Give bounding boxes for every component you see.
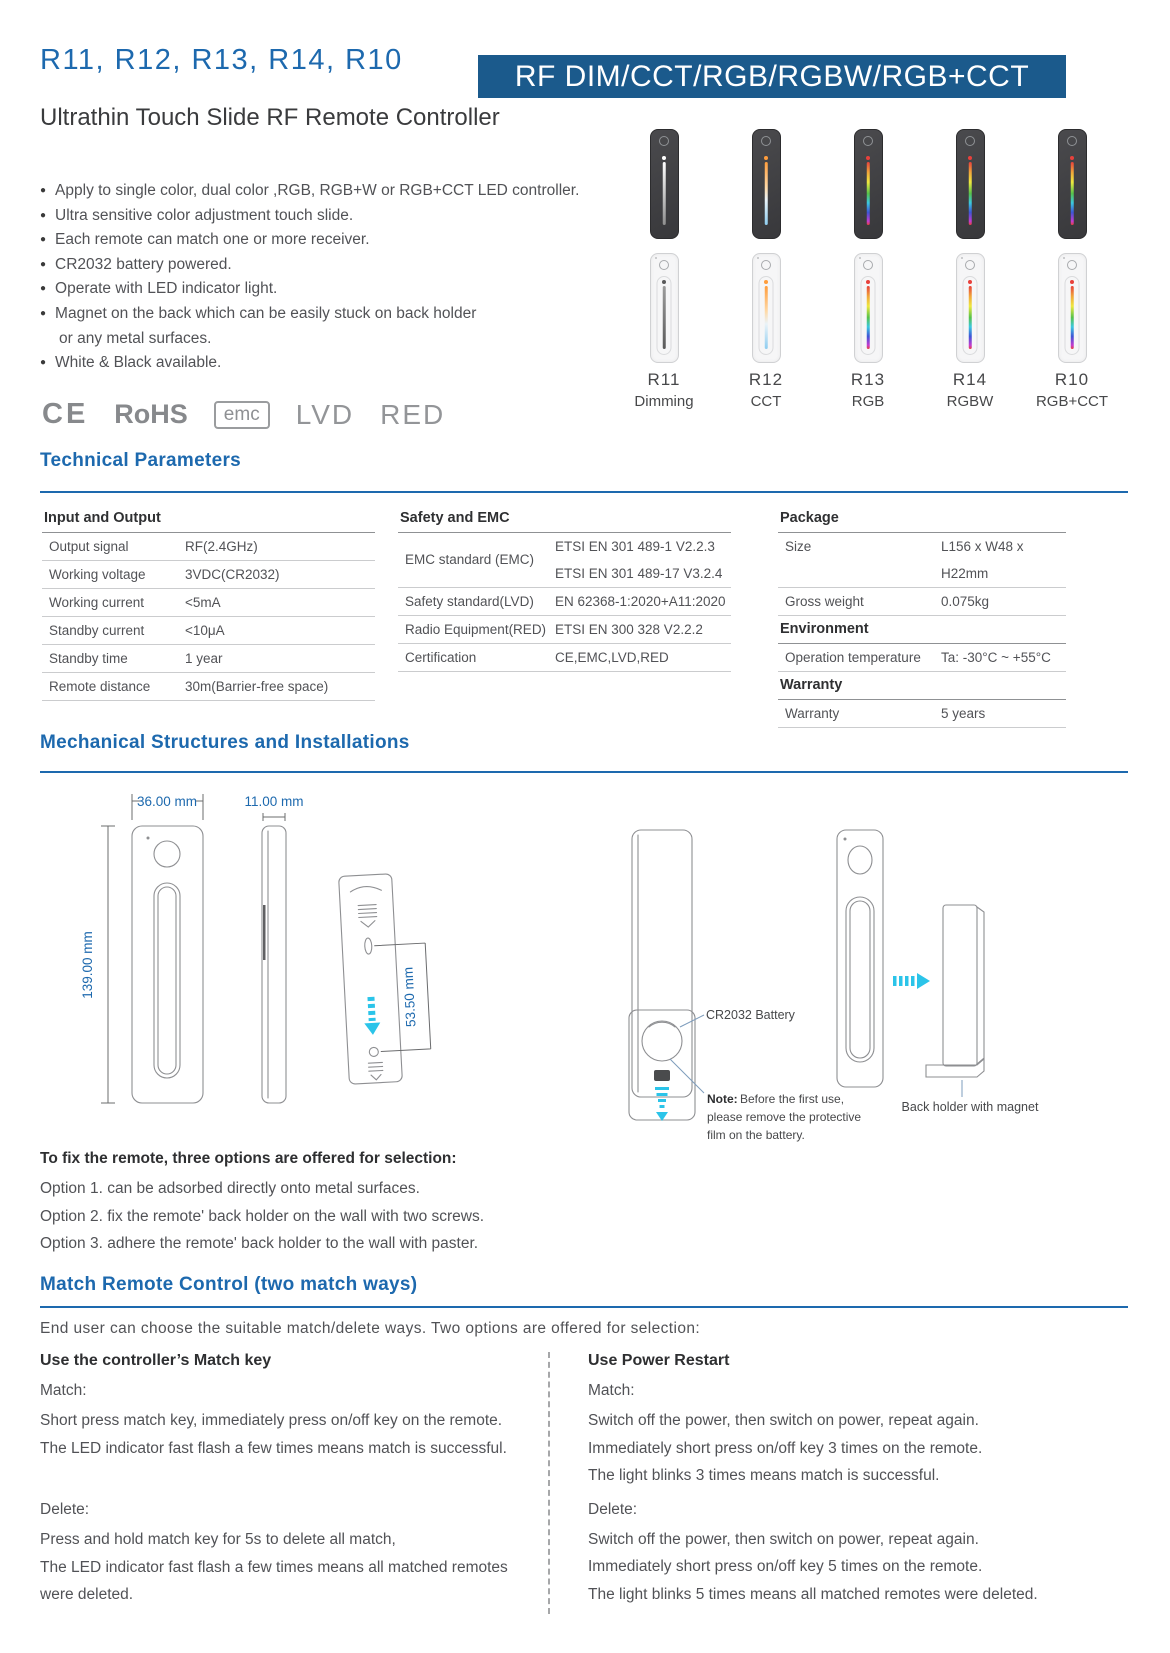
match-step: Switch off the power, then switch on power, repeat again. [588, 1412, 979, 1429]
remote-black-r10 [1058, 129, 1087, 239]
param-label: Gross weight [785, 594, 864, 609]
param-label: Operation temperature [785, 650, 921, 665]
param-value: EN 62368-1:2020+A11:2020 [555, 594, 726, 609]
slider-dot [1070, 280, 1074, 284]
param-value: Ta: -30°C ~ +55°C [941, 650, 1051, 665]
param-value-line: ETSI EN 301 489-17 V3.2.4 [555, 566, 723, 581]
feature-item [40, 253, 579, 278]
dim-height-label: 139.00 mm [80, 931, 95, 999]
fixing-option: Option 2. fix the remote' back holder on the wall with two screws. [40, 1207, 485, 1225]
section-heading-technical: Technical Parameters [40, 450, 242, 471]
slider-dot [866, 280, 870, 284]
led-indicator [859, 257, 861, 259]
touch-slider [663, 162, 666, 225]
bullet-icon: ● [40, 283, 47, 295]
delete-step: The LED indicator fast flash a few times means all matched remotes [40, 1558, 508, 1576]
led-indicator [655, 257, 657, 259]
slider-dot [764, 280, 768, 284]
feature-item [40, 277, 579, 302]
touch-slider [663, 286, 666, 349]
product-model-label: R10 [1054, 370, 1090, 389]
bullet-icon: ● [40, 209, 47, 221]
power-button-icon [659, 260, 669, 270]
param-label: EMC standard (EMC) [405, 552, 535, 567]
table-row [42, 617, 375, 645]
table-title: Package [778, 505, 1066, 533]
feature-text: or any metal surfaces. [59, 329, 212, 347]
table-row [42, 589, 375, 617]
param-value: 30m(Barrier-free space) [185, 679, 329, 694]
power-button-icon [761, 260, 771, 270]
section-heading-mechanical: Mechanical Structures and Installations [40, 732, 410, 753]
product-type-label: CCT [750, 393, 782, 410]
lvd-mark-icon: LVD [295, 398, 355, 430]
delete-step: were deleted. [40, 1586, 134, 1603]
product-type-label: RGB [851, 393, 885, 410]
table-row [42, 533, 375, 561]
param-value: ETSI EN 300 328 V2.2.2 [555, 622, 703, 637]
product-model-label: R14 [952, 370, 988, 389]
page-title: Ultrathin Touch Slide RF Remote Controller [40, 104, 500, 131]
column-divider [548, 1352, 550, 1614]
delete-step: Immediately short press on/off key 5 times on the remote. [588, 1558, 983, 1575]
param-label: Safety standard(LVD) [405, 594, 534, 609]
power-button-icon [761, 136, 771, 146]
match-step: Short press match key, immediately press on/off key on the remote. [40, 1412, 503, 1429]
touch-slider [867, 162, 870, 225]
touch-slider [1071, 286, 1074, 349]
slider-dot [662, 280, 666, 284]
table-row [42, 673, 375, 701]
note-line: please remove the protective [707, 1110, 862, 1124]
power-button-icon [659, 136, 669, 146]
product-gallery [613, 129, 1123, 410]
rohs-mark-icon: RoHS [114, 399, 188, 429]
product-column-r14 [919, 129, 1021, 410]
feature-item [40, 204, 579, 229]
feature-item [40, 302, 579, 327]
param-label: Standby time [49, 651, 128, 666]
match-method-power-restart [588, 1352, 1133, 1608]
product-column-r11 [613, 129, 715, 410]
remote-white-r12 [752, 253, 781, 363]
table-input-output [42, 505, 375, 701]
product-type-label: RGBW [946, 393, 994, 410]
product-type-label: RGB+CCT [1035, 393, 1109, 410]
param-value: 1 year [185, 651, 223, 666]
feature-text: Each remote can match one or more receiver. [55, 231, 370, 249]
note-line: Before the first use, [740, 1092, 845, 1106]
delete-label: Delete: [40, 1501, 90, 1518]
param-value: 0.075kg [941, 594, 990, 609]
feature-text: White & Black available. [55, 354, 222, 372]
table-row [398, 644, 731, 672]
slider-dot [968, 156, 972, 160]
note-title: Note: [707, 1092, 738, 1106]
touch-slider [867, 286, 870, 349]
product-model-label: R13 [850, 370, 886, 389]
param-label: Working current [49, 595, 145, 610]
remote-white-r13 [854, 253, 883, 363]
param-value: L156 x W48 x H22mm [941, 539, 1024, 581]
slider-dot [866, 156, 870, 160]
table-row [398, 588, 731, 616]
param-label: Remote distance [49, 679, 151, 694]
delete-step: The light blinks 5 times means all matched remotes were deleted. [588, 1585, 1038, 1603]
ce-mark-icon: CE [42, 398, 89, 430]
model-list-heading: R11, R12, R13, R14, R10 [40, 44, 403, 76]
feature-item [40, 351, 579, 376]
certification-row [42, 398, 445, 431]
remote-black-r11 [650, 129, 679, 239]
delete-label: Delete: [588, 1500, 638, 1518]
table-row [778, 644, 1066, 672]
param-value: <5mA [185, 595, 221, 610]
led-indicator [757, 257, 759, 259]
table-row [42, 561, 375, 589]
remote-white-r14 [956, 253, 985, 363]
red-mark-icon: RED [380, 398, 446, 430]
table-row [778, 533, 1066, 588]
product-model-label: R11 [647, 370, 681, 389]
holder-attach-drawing [837, 830, 1039, 1114]
touch-slider [969, 162, 972, 225]
slider-dot [968, 280, 972, 284]
power-button-icon [965, 136, 975, 146]
remote-black-r13 [854, 129, 883, 239]
match-step: The light blinks 3 times means match is successful. [588, 1467, 940, 1484]
section-rule [40, 1306, 1128, 1308]
match-label: Match: [40, 1382, 87, 1399]
product-type-label: Dimming [634, 393, 694, 410]
power-button-icon [965, 260, 975, 270]
param-label: Warranty [785, 706, 840, 721]
remote-white-r11 [650, 253, 679, 363]
param-label: Radio Equipment(RED) [405, 622, 547, 637]
match-intro: End user can choose the suitable match/delete ways. Two options are offered for selection: [40, 1320, 701, 1337]
fixing-options-block [40, 1150, 484, 1258]
section-heading-match: Match Remote Control (two match ways) [40, 1274, 418, 1295]
touch-slider [1071, 162, 1074, 225]
power-button-icon [1067, 136, 1077, 146]
product-category-banner: RF DIM/CCT/RGB/RGBW/RGB+CCT [478, 55, 1066, 98]
battery-view-drawing [629, 830, 861, 1142]
mechanical-diagram [40, 775, 1130, 1155]
param-value: <10μA [185, 623, 225, 638]
method-title: Use the controller’s Match key [40, 1352, 272, 1369]
table-title: Environment [778, 616, 1066, 644]
table-title: Input and Output [42, 505, 375, 533]
dim-width-label: 36.00 mm [136, 794, 198, 809]
feature-text: Apply to single color, dual color ,RGB, RGB+W or RGB+CCT LED controller. [55, 182, 580, 199]
param-label: Output signal [49, 539, 129, 554]
match-step: Immediately short press on/off key 3 times on the remote. [588, 1439, 983, 1457]
bullet-icon: ● [40, 234, 47, 246]
table-row [398, 533, 731, 588]
product-column-r12 [715, 129, 817, 410]
power-button-icon [1067, 260, 1077, 270]
param-label: Certification [405, 650, 477, 665]
slider-dot [764, 156, 768, 160]
power-button-icon [863, 260, 873, 270]
param-value: 5 years [941, 706, 986, 721]
led-indicator [1063, 257, 1065, 259]
emc-mark-icon: emc [214, 401, 270, 429]
table-title: Safety and EMC [398, 505, 731, 533]
side-view-drawing [244, 794, 303, 1103]
bullet-icon: ● [40, 258, 47, 270]
param-value: CE,EMC,LVD,RED [555, 650, 669, 665]
table-title: Warranty [778, 672, 1066, 700]
match-method-controller-key [40, 1352, 530, 1609]
dim-depth-label: 11.00 mm [244, 794, 304, 809]
param-value: 3VDC(CR2032) [185, 567, 280, 582]
param-value [555, 533, 722, 587]
feature-list [40, 179, 579, 376]
feature-text: Ultra sensitive color adjustment touch slide. [55, 206, 354, 224]
feature-item-continued [40, 327, 579, 352]
table-row [778, 588, 1066, 616]
product-model-label: R12 [748, 370, 784, 389]
method-title: Use Power Restart [588, 1352, 730, 1369]
note-line: film on the battery. [707, 1128, 805, 1142]
remote-black-r12 [752, 129, 781, 239]
feature-text: Magnet on the back which can be easily stuck on back holder [55, 304, 477, 322]
front-view-drawing [80, 794, 203, 1103]
slider-dot [1070, 156, 1074, 160]
section-rule [40, 491, 1128, 493]
param-label: Standby current [49, 623, 145, 638]
bullet-icon: ● [40, 357, 47, 369]
match-step: The LED indicator fast flash a few times means match is successful. [40, 1439, 507, 1457]
table-row [398, 616, 731, 644]
holder-rear-drawing [339, 872, 433, 1084]
bullet-icon: ● [40, 185, 47, 196]
feature-text: CR2032 battery powered. [55, 255, 232, 273]
feature-item [40, 228, 579, 253]
touch-slider [969, 286, 972, 349]
product-column-r13 [817, 129, 919, 410]
match-label: Match: [588, 1382, 635, 1399]
remote-white-r10 [1058, 253, 1087, 363]
power-button-icon [863, 136, 873, 146]
param-label: Working voltage [49, 567, 146, 582]
param-value-line: ETSI EN 301 489-1 V2.2.3 [555, 539, 715, 554]
table-row [778, 700, 1066, 728]
table-package-env-warranty [778, 505, 1066, 728]
fixing-option: Option 3. adhere the remote' back holder to the wall with paster. [40, 1235, 479, 1252]
delete-step: Press and hold match key for 5s to delete all match, [40, 1531, 396, 1548]
dim-holder-label: 53.50 mm [400, 966, 419, 1028]
touch-slider [765, 162, 768, 225]
feature-text: Operate with LED indicator light. [55, 280, 278, 298]
fixing-title: To fix the remote, three options are offered for selection: [40, 1150, 457, 1167]
holder-label: Back holder with magnet [901, 1100, 1039, 1114]
remote-black-r14 [956, 129, 985, 239]
table-row [42, 645, 375, 673]
slider-dot [662, 156, 666, 160]
feature-item [40, 179, 579, 204]
section-rule [40, 771, 1128, 773]
delete-step: Switch off the power, then switch on power, repeat again. [588, 1530, 979, 1548]
bullet-icon: ● [40, 307, 47, 319]
fixing-option: Option 1. can be adsorbed directly onto metal surfaces. [40, 1180, 420, 1197]
product-column-r10 [1021, 129, 1123, 410]
led-indicator [961, 257, 963, 259]
table-safety-emc [398, 505, 731, 672]
param-value: RF(2.4GHz) [185, 539, 258, 554]
touch-slider [765, 286, 768, 349]
battery-label: CR2032 Battery [706, 1008, 795, 1022]
param-label: Size [785, 539, 812, 554]
